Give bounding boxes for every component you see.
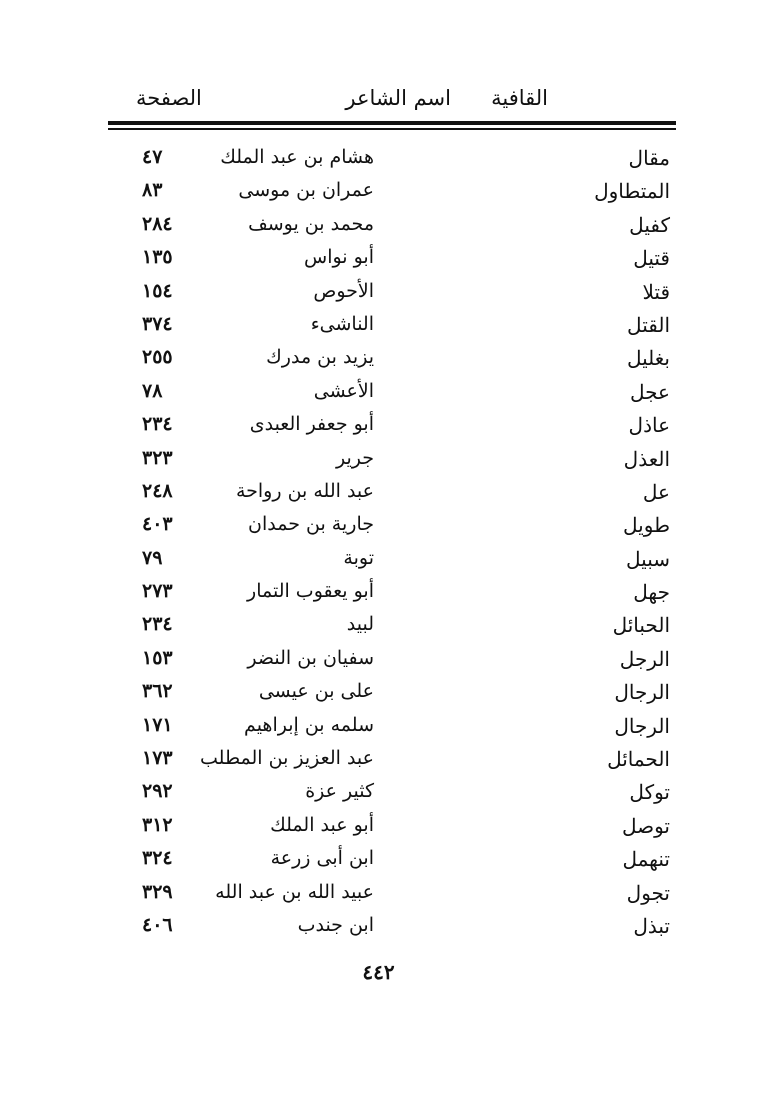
table-row [108,175,676,208]
table-row [108,142,676,175]
poet-cell: جارية بن حمدان [248,513,374,536]
rhyme-cell: تجول [626,880,670,905]
page-cell: ٣٦٢ [142,680,173,703]
rhyme-cell: قتلا [642,279,670,304]
page-cell: ٢٨٤ [142,212,173,235]
table-row [108,710,676,743]
poet-cell: سفيان بن النضر [247,646,374,669]
table-row [108,209,676,242]
poet-cell: أبو نواس [304,246,374,269]
page-cell: ٨٣ [142,179,163,202]
rhyme-cell: الحبائل [612,613,670,638]
table-row [108,910,676,943]
poet-cell: عمران بن موسى [238,179,374,202]
rhyme-cell: عاذل [628,413,670,438]
table-row [108,376,676,409]
table-row [108,543,676,576]
page-cell: ٢٣٤ [142,413,173,436]
table-row [108,810,676,843]
poet-cell: لبيد [346,613,374,636]
poet-cell: توبة [343,546,374,569]
page-cell: ٢٣٤ [142,613,173,636]
table-row [108,743,676,776]
header-rule-thick [108,121,676,125]
rhyme-cell: بغليل [626,346,670,371]
table-row [108,609,676,642]
poet-cell: أبو جعفر العبدى [249,413,374,436]
page-cell: ١٧١ [142,713,173,736]
rhyme-cell: المتطاول [594,179,670,204]
poet-cell: سلمه بن إبراهيم [244,713,374,736]
index-table-body [108,142,676,943]
page-cell: ١٥٣ [142,646,173,669]
header-rhyme: القافية [491,86,548,110]
rhyme-cell: الرجال [614,713,670,738]
page-cell: ٣٢٣ [142,446,173,469]
page-cell: ٢٧٣ [142,580,173,603]
rhyme-cell: مقال [628,146,670,170]
page-cell: ٤٧ [142,146,163,168]
rhyme-cell: تبذل [633,913,670,938]
rhyme-cell: طويل [623,513,670,538]
poet-cell: هشام بن عبد الملك [220,146,374,168]
page-cell: ٤٠٦ [142,913,173,936]
poet-cell: على بن عيسى [258,680,374,703]
poet-cell: الأعشى [313,379,374,402]
poet-cell: كثير عزة [305,780,374,803]
poet-cell: عبد العزيز بن المطلب [200,747,374,770]
header-page: الصفحة [136,86,202,110]
rhyme-cell: توصل [621,813,670,838]
page-number: ٤٤٢ [362,960,395,984]
table-row [108,509,676,542]
table-row [108,877,676,910]
page-cell: ١٥٤ [142,279,173,302]
page-cell: ٣٧٤ [142,312,173,335]
poet-cell: عبد الله بن رواحة [235,479,374,502]
page-cell: ٣٢٩ [142,880,173,903]
header-poet-name: اسم الشاعر [345,86,451,110]
poet-cell: جرير [336,446,374,469]
rhyme-cell: تنهمل [622,847,670,872]
rhyme-cell: سبيل [626,546,670,571]
rhyme-cell: عجل [630,379,670,404]
table-row [108,476,676,509]
rhyme-cell: الرجال [614,680,670,705]
page-cell: ١٣٥ [142,246,173,269]
page-cell: ٣٢٤ [142,847,173,870]
rhyme-cell: العذل [623,446,670,471]
rhyme-cell: عل [642,479,670,504]
poet-cell: محمد بن يوسف [248,212,374,235]
poet-cell: عبيد الله بن عبد الله [215,880,374,903]
rhyme-cell: الرجل [619,646,670,671]
table-row [108,309,676,342]
table-row [108,676,676,709]
rhyme-cell: قتيل [633,246,670,271]
poet-cell: الأحوص [313,279,374,302]
table-row [108,242,676,275]
page-cell: ٢٩٢ [142,780,173,803]
rhyme-cell: توكل [629,780,670,805]
page-cell: ٢٤٨ [142,479,173,502]
poet-cell: ابن جندب [297,913,374,936]
table-row [108,576,676,609]
table-row [108,443,676,476]
table-header [108,86,676,118]
poet-cell: أبو يعقوب التمار [247,580,374,603]
page-cell: ٤٠٣ [142,513,173,536]
page-cell: ٧٨ [142,379,163,402]
page-cell: ٣١٢ [142,813,173,836]
rhyme-cell: جهل [633,580,670,605]
page-cell: ١٧٣ [142,747,173,770]
rhyme-cell: كفيل [629,212,670,237]
rhyme-cell: الحمائل [607,747,670,772]
poet-cell: الناشىء [310,312,374,335]
header-rule-thin [108,128,676,130]
table-row [108,276,676,309]
table-row [108,643,676,676]
poet-cell: أبو عبد الملك [270,813,374,836]
rhyme-cell: القتل [627,312,670,337]
table-row [108,342,676,375]
table-row [108,776,676,809]
table-row [108,409,676,442]
poet-cell: يزيد بن مدرك [266,346,374,369]
table-row [108,843,676,876]
page-cell: ٧٩ [142,546,163,569]
page-cell: ٢٥٥ [142,346,173,369]
poet-cell: ابن أبى زرعة [270,847,374,870]
